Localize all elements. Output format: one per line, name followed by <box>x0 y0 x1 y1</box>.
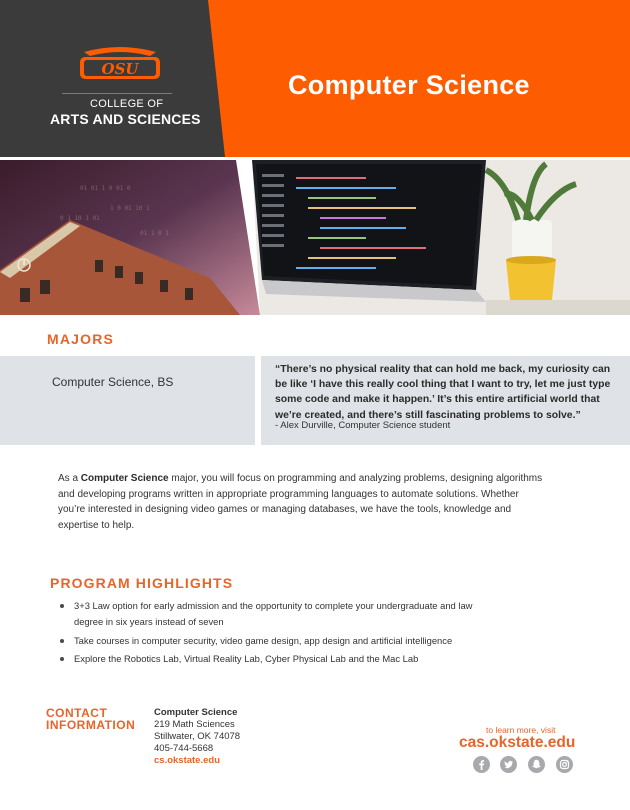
learn-more-text: to learn more, visit <box>486 725 556 735</box>
highlight-text: Explore the Robotics Lab, Virtual Reality Lab, Cyber Physical Lab and the Mac Lab <box>74 653 419 665</box>
student-quote: “There’s no physical reality that can hold me back, my curiosity can be like ‘I have this really cool thing that I want to try, let me just type some code and make it happen.’ It’s this entire artificial world that we’re created, and there’s still fascinating problems to solve.” <box>275 364 611 421</box>
logo-wordmark: OSU <box>101 60 139 78</box>
intro-paragraph <box>58 471 543 533</box>
page-title: Computer Science <box>288 70 530 100</box>
intro-lead: As a <box>58 473 81 484</box>
laptop-code-photo <box>236 160 630 315</box>
intro-bold: Computer Science <box>80 473 169 484</box>
contact-address-line2: Stillwater, OK 74078 <box>154 731 241 743</box>
highlights-heading: PROGRAM HIGHLIGHTS <box>50 575 234 591</box>
list-item <box>58 651 498 667</box>
website-link[interactable]: cas.okstate.edu <box>459 734 576 751</box>
instagram-icon[interactable] <box>556 756 573 773</box>
highlight-text: 3+3 Law option for early admission and the opportunity to complete your undergraduate and law degree in six years instead of seven <box>74 600 473 627</box>
facebook-icon[interactable] <box>473 756 490 773</box>
list-item <box>58 598 498 630</box>
osu-logo <box>78 44 162 84</box>
contact-address-line1: 219 Math Sciences <box>154 719 235 731</box>
intro-rest: major, you will focus on programming and analyzing problems, designing algorithms and developing programs written in appropriate programming languages to automate solutions. Whether you’re interested in designing video games or managing databases, we have the tools, knowledge and expertise to help. <box>58 473 543 531</box>
college-of-label: COLLEGE OF <box>90 98 164 110</box>
major-item: Computer Science, BS <box>52 375 174 389</box>
highlight-text: Take courses in computer security, video game design, app design and artificial intelligence <box>74 634 453 646</box>
svg-text:0 1 10 1 01: 0 1 10 1 01 <box>60 215 100 222</box>
logo-divider <box>62 93 172 94</box>
list-item <box>58 633 498 649</box>
contact-label-line1: CONTACT <box>46 706 108 720</box>
contact-phone: 405-744-5668 <box>154 743 214 755</box>
svg-text:1 0 01 10 1: 1 0 01 10 1 <box>110 205 150 212</box>
campus-building-photo <box>0 160 260 315</box>
college-name: ARTS AND SCIENCES <box>50 111 201 127</box>
quote-attribution: - Alex Durville, Computer Science student <box>275 420 451 431</box>
contact-label-line2: INFORMATION <box>46 718 136 732</box>
snapchat-icon[interactable] <box>528 756 545 773</box>
highlights-list <box>58 598 498 670</box>
svg-text:01 01 1 0 01 0: 01 01 1 0 01 0 <box>80 185 131 192</box>
bullet-icon <box>60 604 64 608</box>
contact-details <box>154 707 240 767</box>
majors-heading: MAJORS <box>47 331 115 347</box>
majors-panel <box>0 356 255 445</box>
contact-label <box>46 707 135 731</box>
svg-text:01 1 0 1: 01 1 0 1 <box>140 230 169 237</box>
contact-website-link[interactable]: cs.okstate.edu <box>154 755 220 767</box>
twitter-icon[interactable] <box>500 756 517 773</box>
bullet-icon <box>60 639 64 643</box>
contact-name: Computer Science <box>154 707 238 718</box>
bullet-icon <box>60 657 64 661</box>
